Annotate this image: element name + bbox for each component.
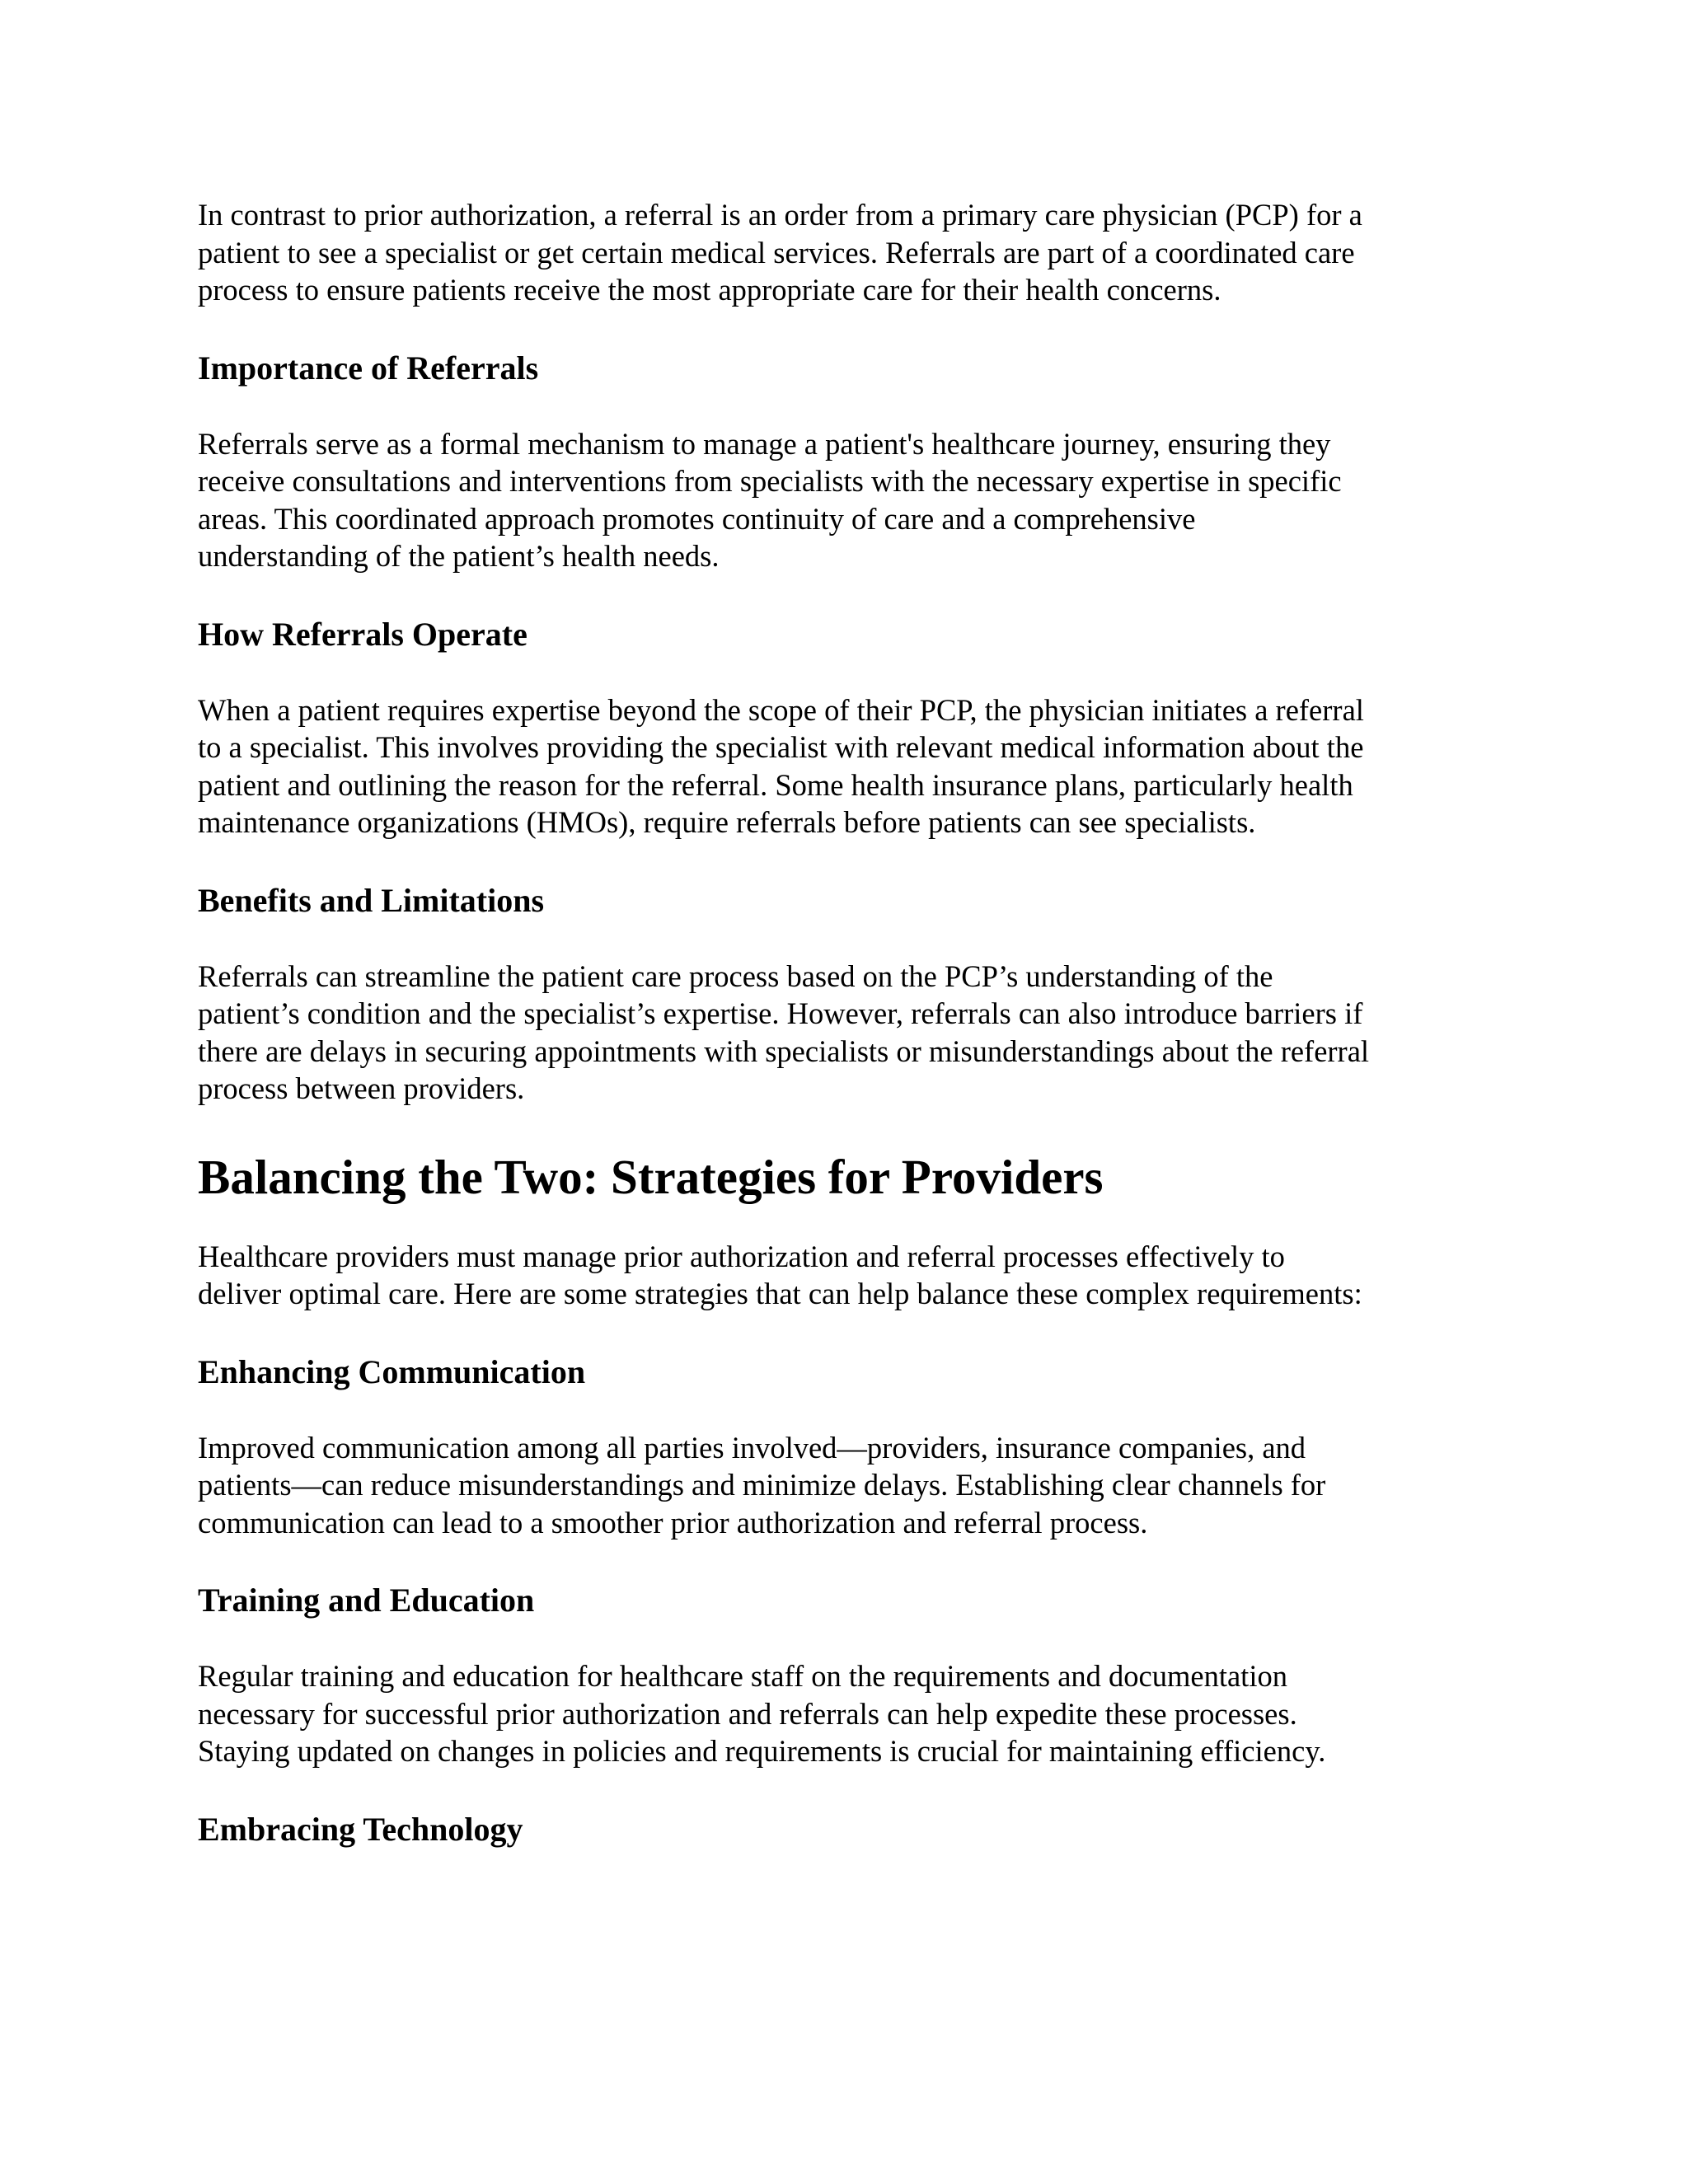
heading-importance-of-referrals: Importance of Referrals bbox=[198, 349, 539, 387]
training-paragraph bbox=[198, 1657, 1500, 1770]
text-line: process to ensure patients receive the most appropriate care for their health concerns. bbox=[198, 273, 1221, 307]
text-line: Referrals serve as a formal mechanism to manage a patient's healthcare journey, ensuring they bbox=[198, 426, 1331, 461]
text-line: receive consultations and interventions from specialists with the necessary expertise in specific bbox=[198, 464, 1342, 498]
balancing-paragraph bbox=[198, 1238, 1500, 1313]
importance-paragraph bbox=[198, 425, 1500, 575]
heading-training-and-education: Training and Education bbox=[198, 1582, 535, 1619]
text-line: When a patient requires expertise beyond the scope of their PCP, the physician initiates a referral bbox=[198, 692, 1364, 727]
heading-enhancing-communication: Enhancing Communication bbox=[198, 1352, 586, 1390]
text-line: there are delays in securing appointments with specialists or misunderstandings about the referral bbox=[198, 1033, 1370, 1068]
text-line: patient’s condition and the specialist’s expertise. However, referrals can also introduce barriers if bbox=[198, 996, 1363, 1030]
text-line: Healthcare providers must manage prior authorization and referral processes effectively to bbox=[198, 1239, 1285, 1273]
text-line: areas. This coordinated approach promotes continuity of care and a comprehensive bbox=[198, 501, 1196, 536]
text-line: necessary for successful prior authorization and referrals can help expedite these processes. bbox=[198, 1696, 1297, 1731]
text-line: patients—can reduce misunderstandings and minimize delays. Establishing clear channels for bbox=[198, 1468, 1326, 1502]
text-line: communication can lead to a smoother prior authorization and referral process. bbox=[198, 1505, 1148, 1540]
heading-embracing-technology: Embracing Technology bbox=[198, 1810, 523, 1848]
text-line: In contrast to prior authorization, a referral is an order from a primary care physician (PCP) for a bbox=[198, 198, 1362, 232]
benefits-paragraph bbox=[198, 958, 1500, 1108]
text-line: to a specialist. This involves providing the specialist with relevant medical information about the bbox=[198, 730, 1364, 764]
text-line: deliver optimal care. Here are some strategies that can help balance these complex requirements: bbox=[198, 1277, 1362, 1310]
operate-paragraph bbox=[198, 691, 1500, 841]
heading-benefits-and-limitations: Benefits and Limitations bbox=[198, 881, 545, 919]
communication-paragraph bbox=[198, 1429, 1500, 1542]
heading-how-referrals-operate: How Referrals Operate bbox=[198, 615, 528, 653]
text-line: Staying updated on changes in policies and requirements is crucial for maintaining efficiency. bbox=[198, 1734, 1326, 1768]
text-line: process between providers. bbox=[198, 1071, 525, 1105]
document-page bbox=[198, 196, 1500, 1849]
intro-paragraph bbox=[198, 196, 1500, 309]
text-line: Referrals can streamline the patient care process based on the PCP’s understanding of the bbox=[198, 958, 1273, 993]
text-line: patient and outlining the reason for the referral. Some health insurance plans, particularly health bbox=[198, 767, 1353, 802]
text-line: Regular training and education for healthcare staff on the requirements and documentation bbox=[198, 1659, 1287, 1693]
heading-balancing-the-two: Balancing the Two: Strategies for Providers bbox=[198, 1149, 1104, 1204]
text-line: maintenance organizations (HMOs), require referrals before patients can see specialists. bbox=[198, 805, 1256, 839]
text-line: understanding of the patient’s health needs. bbox=[198, 539, 720, 573]
text-line: patient to see a specialist or get certain medical services. Referrals are part of a coordinated care bbox=[198, 235, 1355, 269]
text-line: Improved communication among all parties involved—providers, insurance companies, and bbox=[198, 1430, 1306, 1465]
